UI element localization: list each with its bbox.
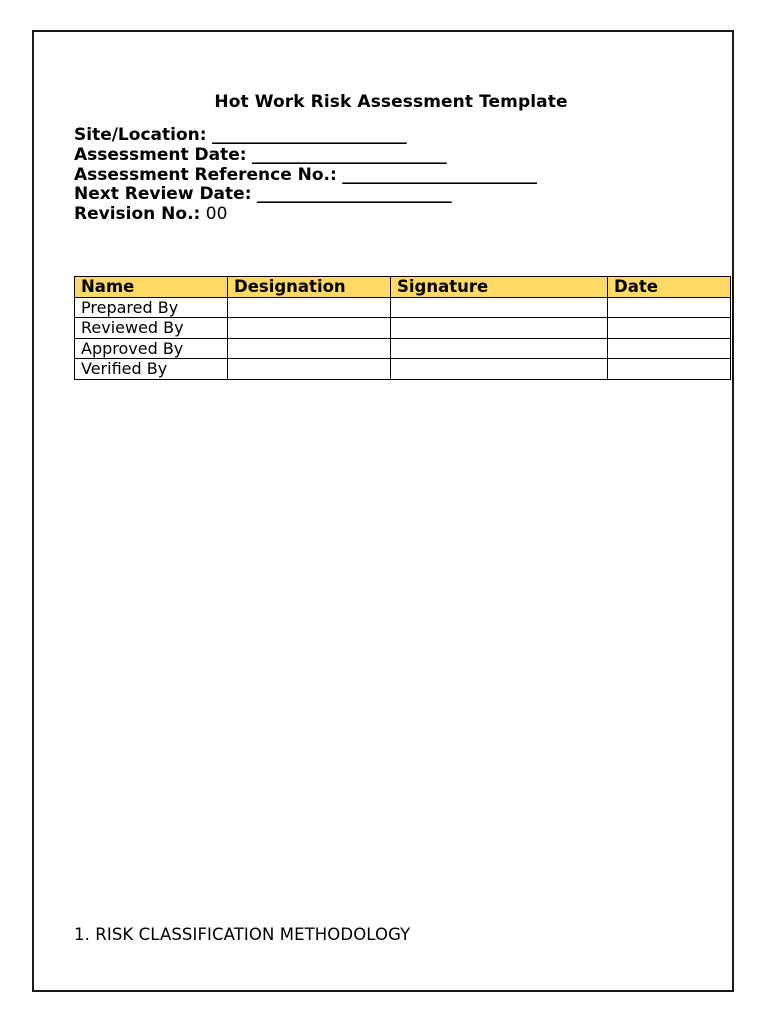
designation-cell[interactable] bbox=[228, 359, 391, 380]
column-header-designation: Designation bbox=[228, 277, 391, 298]
section-heading: 1. RISK CLASSIFICATION METHODOLOGY bbox=[74, 925, 411, 944]
field-label: Assessment Date: bbox=[74, 144, 247, 165]
signature-cell[interactable] bbox=[391, 359, 608, 380]
designation-cell[interactable] bbox=[228, 338, 391, 359]
row-label: Reviewed By bbox=[75, 318, 228, 339]
field-label: Site/Location: bbox=[74, 125, 207, 145]
field-blank-line[interactable]: ________________________ bbox=[342, 164, 537, 185]
date-cell[interactable] bbox=[608, 297, 731, 318]
signature-cell[interactable] bbox=[391, 338, 608, 359]
row-label: Prepared By bbox=[75, 297, 228, 318]
signature-cell[interactable] bbox=[391, 318, 608, 339]
field-blank-line[interactable]: ________________________ bbox=[256, 184, 452, 205]
site-location-field bbox=[74, 126, 537, 146]
field-label: Next Review Date: bbox=[74, 184, 252, 205]
table-row bbox=[75, 318, 731, 339]
table-row bbox=[75, 338, 731, 359]
revision-number-value: 00 bbox=[205, 204, 228, 225]
date-cell[interactable] bbox=[608, 359, 731, 380]
assessment-date-field bbox=[74, 146, 537, 166]
designation-cell[interactable] bbox=[228, 318, 391, 339]
table-row bbox=[75, 297, 731, 318]
revision-no-field bbox=[74, 205, 537, 225]
field-label: Revision No.: bbox=[74, 204, 201, 225]
column-header-name: Name bbox=[75, 277, 228, 298]
column-header-date: Date bbox=[608, 277, 731, 298]
column-header-signature: Signature bbox=[391, 277, 608, 298]
reference-no-field bbox=[74, 166, 537, 186]
row-label: Approved By bbox=[75, 338, 228, 359]
date-cell[interactable] bbox=[608, 318, 731, 339]
table-row bbox=[75, 359, 731, 380]
next-review-date-field bbox=[74, 185, 537, 205]
assessment-fields bbox=[74, 126, 537, 225]
designation-cell[interactable] bbox=[228, 297, 391, 318]
field-label: Assessment Reference No.: bbox=[74, 164, 337, 185]
document-title: Hot Work Risk Assessment Template bbox=[214, 92, 568, 112]
field-blank-line[interactable]: ________________________ bbox=[252, 144, 447, 165]
field-blank-line[interactable]: ________________________ bbox=[211, 125, 407, 145]
date-cell[interactable] bbox=[608, 338, 731, 359]
table-header-row bbox=[75, 277, 731, 298]
signoff-table bbox=[74, 276, 731, 380]
row-label: Verified By bbox=[75, 359, 228, 380]
signature-cell[interactable] bbox=[391, 297, 608, 318]
